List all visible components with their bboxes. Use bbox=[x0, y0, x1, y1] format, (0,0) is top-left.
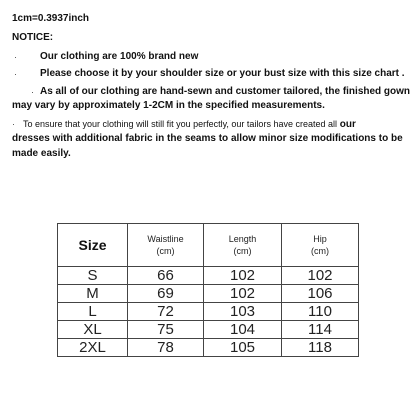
note-brand-new: Our clothing are 100% brand new bbox=[40, 51, 199, 62]
header-length-label: Length bbox=[228, 234, 257, 244]
header-size: Size bbox=[58, 224, 128, 267]
cell-size: 2XL bbox=[58, 339, 128, 357]
note-tailors-2: dresses with additional fabric in the seams to allow minor size modifications to be bbox=[12, 133, 403, 144]
table-row bbox=[58, 267, 359, 285]
note-tailors-bold-text: our bbox=[336, 119, 356, 130]
bullet-dot: · bbox=[14, 69, 17, 79]
cell-hip: 118 bbox=[282, 339, 359, 357]
cell-length: 102 bbox=[204, 267, 282, 285]
cell-size: M bbox=[58, 285, 128, 303]
cell-waistline: 66 bbox=[128, 267, 204, 285]
cell-waistline: 75 bbox=[128, 321, 204, 339]
bullet-dot: · bbox=[14, 52, 17, 62]
note-tailors-small-text: To ensure that your clothing will still fit you perfectly, our tailors have created all bbox=[23, 119, 337, 129]
cell-waistline: 72 bbox=[128, 303, 204, 321]
header-waistline-label: Waistline bbox=[147, 234, 184, 244]
header-hip-label: Hip bbox=[313, 234, 327, 244]
header-length bbox=[204, 224, 282, 267]
header-waistline bbox=[128, 224, 204, 267]
table-header-row bbox=[58, 224, 359, 267]
note-choose-size: Please choose it by your shoulder size or your bust size with this size chart . bbox=[40, 68, 405, 79]
table-row bbox=[58, 339, 359, 357]
header-waistline-unit: (cm) bbox=[156, 246, 175, 256]
cell-size: XL bbox=[58, 321, 128, 339]
header-hip bbox=[282, 224, 359, 267]
cell-length: 105 bbox=[204, 339, 282, 357]
cell-hip: 114 bbox=[282, 321, 359, 339]
cell-hip: 106 bbox=[282, 285, 359, 303]
header-hip-unit: (cm) bbox=[311, 246, 329, 256]
note-tailors-1 bbox=[23, 118, 356, 131]
cell-size: L bbox=[58, 303, 128, 321]
note-hand-sewn-2: may vary by approximately 1-2CM in the specified measurements. bbox=[12, 100, 325, 111]
cell-waistline: 69 bbox=[128, 285, 204, 303]
note-hand-sewn-1: As all of our clothing are hand-sewn and customer tailored, the finished gown bbox=[40, 86, 411, 97]
bullet-dot: · bbox=[31, 87, 34, 97]
cell-hip: 110 bbox=[282, 303, 359, 321]
bullet-dot: · bbox=[12, 119, 15, 129]
header-length-unit: (cm) bbox=[233, 246, 252, 256]
cell-size: S bbox=[58, 267, 128, 285]
cell-length: 102 bbox=[204, 285, 282, 303]
table-row bbox=[58, 303, 359, 321]
note-tailors-3: made easily. bbox=[12, 148, 71, 159]
size-chart-table bbox=[57, 223, 359, 357]
table-row bbox=[58, 321, 359, 339]
table-row bbox=[58, 285, 359, 303]
unit-conversion: 1cm=0.3937inch bbox=[12, 13, 89, 24]
cell-hip: 102 bbox=[282, 267, 359, 285]
cell-length: 104 bbox=[204, 321, 282, 339]
cell-length: 103 bbox=[204, 303, 282, 321]
notice-heading: NOTICE: bbox=[12, 32, 54, 43]
cell-waistline: 78 bbox=[128, 339, 204, 357]
